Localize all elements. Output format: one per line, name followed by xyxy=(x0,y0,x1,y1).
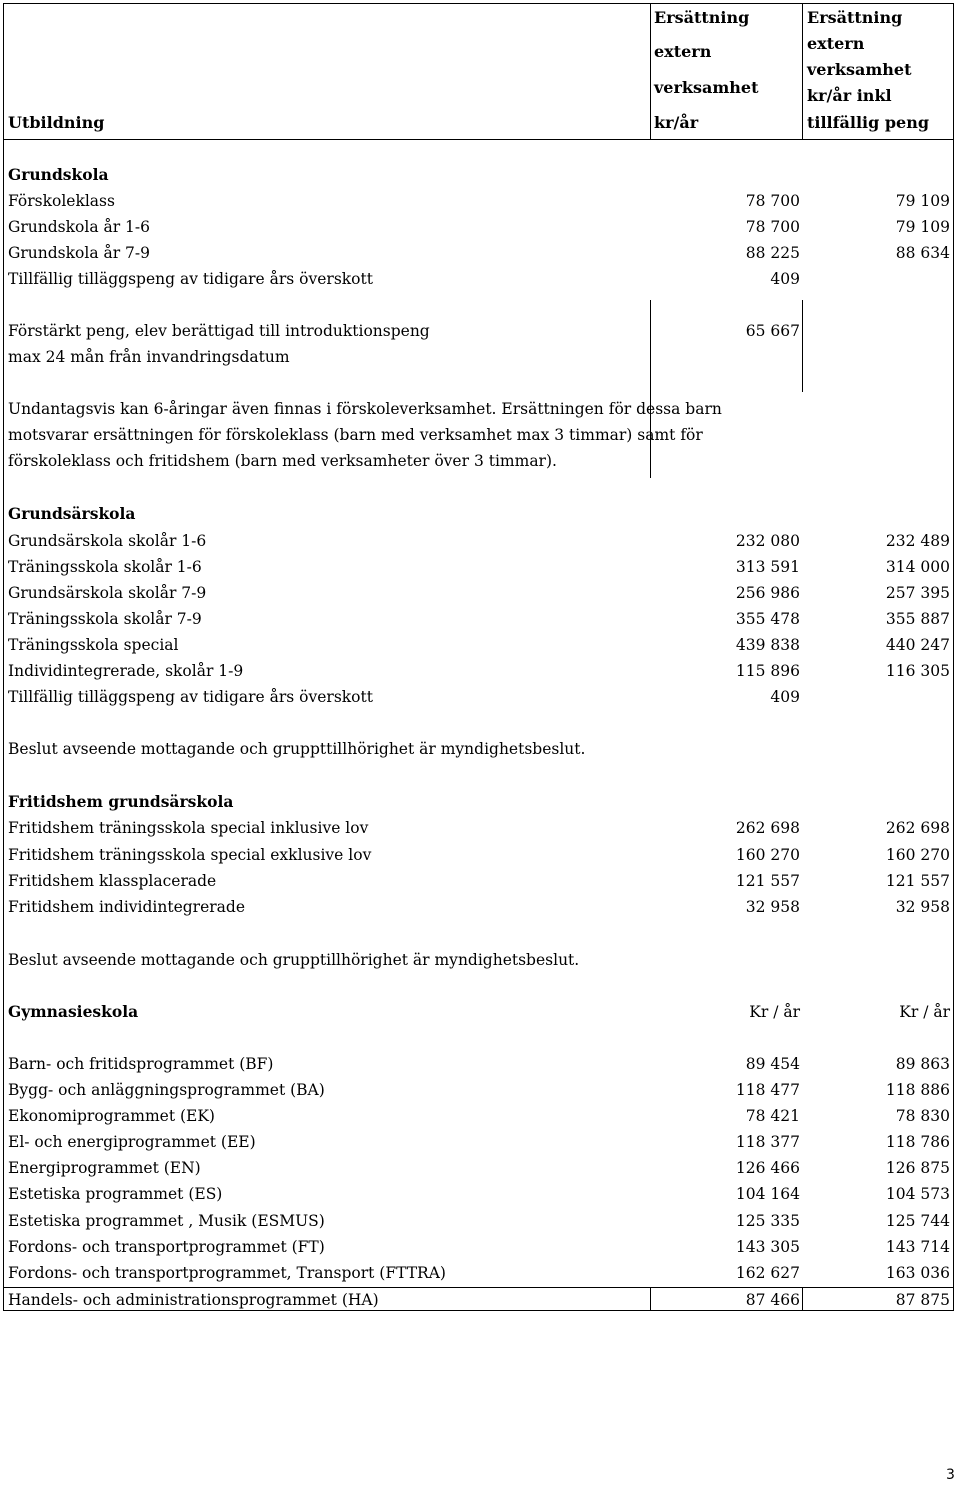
row-label: Fritidshem träningsskola special inklusive lov xyxy=(8,819,369,837)
row-value-1: 409 xyxy=(770,270,800,288)
row-value-2: 116 305 xyxy=(885,662,950,680)
row-value-1: 115 896 xyxy=(735,662,800,680)
row-label: Grundsärskola skolår 1-6 xyxy=(8,532,207,550)
page-number: 3 xyxy=(946,1467,955,1483)
row-value-1: 160 270 xyxy=(735,846,800,864)
row-value-2: 79 109 xyxy=(895,218,950,236)
row-value-1: 87 466 xyxy=(745,1291,800,1309)
unit-label-2: Kr / år xyxy=(899,1003,950,1021)
extra-label-line1: Förstärkt peng, elev berättigad till introduktionspeng xyxy=(8,322,430,340)
column-divider-2 xyxy=(802,3,803,139)
row-value-1: 125 335 xyxy=(735,1212,800,1230)
row-value-2: 440 247 xyxy=(885,636,950,654)
row-value-2: 314 000 xyxy=(885,558,950,576)
header-col2-line3: verksamhet xyxy=(807,60,912,79)
row-label: Tillfällig tilläggspeng av tidigare års överskott xyxy=(8,688,373,706)
row-label: Träningsskola skolår 1-6 xyxy=(8,558,202,576)
header-col1-line4: kr/år xyxy=(654,113,699,132)
row-value-2: 257 395 xyxy=(885,584,950,602)
row-label: Fritidshem individintegrerade xyxy=(8,898,246,916)
row-label: Träningsskola skolår 7-9 xyxy=(8,610,202,628)
section-title: Grundskola xyxy=(8,165,109,184)
row-value-1: 104 164 xyxy=(735,1185,800,1203)
row-label: Ekonomiprogrammet (EK) xyxy=(8,1107,215,1125)
header-col2-line2: extern xyxy=(807,34,865,53)
header-col2-line5: tillfällig peng xyxy=(807,113,930,132)
row-value-2: 160 270 xyxy=(885,846,950,864)
column-divider-2-lower xyxy=(802,300,803,392)
row-value-1: 88 225 xyxy=(745,244,800,262)
row-value-2: 262 698 xyxy=(885,819,950,837)
row-value-1: 232 080 xyxy=(735,532,800,550)
row-value-1: 89 454 xyxy=(745,1055,800,1073)
row-value-1: 121 557 xyxy=(735,872,800,890)
section-title: Gymnasieskola xyxy=(8,1002,139,1021)
section-title: Grundsärskola xyxy=(8,504,136,523)
row-value-1: 162 627 xyxy=(735,1264,800,1282)
row-label: Förskoleklass xyxy=(8,192,115,210)
row-value-2: 143 714 xyxy=(885,1238,950,1256)
section-title: Fritidshem grundsärskola xyxy=(8,792,234,811)
note-line: Undantagsvis kan 6-åringar även finnas i förskoleverksamhet. Ersättningen för dessa barn xyxy=(8,400,722,418)
header-col1-line1: Ersättning xyxy=(654,8,750,27)
column-divider-1 xyxy=(650,3,651,139)
extra-value: 65 667 xyxy=(745,322,800,340)
note-line: Beslut avseende mottagande och gruppttillhörighet är myndighetsbeslut. xyxy=(8,740,586,758)
row-label: Fritidshem klassplacerade xyxy=(8,872,217,890)
header-utbildning: Utbildning xyxy=(8,113,105,132)
unit-label-1: Kr / år xyxy=(749,1003,800,1021)
row-value-1: 78 700 xyxy=(745,218,800,236)
row-label: Grundskola år 1-6 xyxy=(8,218,151,236)
row-label: Grundskola år 7-9 xyxy=(8,244,151,262)
row-value-1: 126 466 xyxy=(735,1159,800,1177)
row-value-1: 409 xyxy=(770,688,800,706)
row-value-2: 78 830 xyxy=(895,1107,950,1125)
row-value-1: 262 698 xyxy=(735,819,800,837)
header-col1-line2: extern xyxy=(654,42,712,61)
row-label: Energiprogrammet (EN) xyxy=(8,1159,201,1177)
row-label: Fritidshem träningsskola special exklusive lov xyxy=(8,846,372,864)
row-value-2: 121 557 xyxy=(885,872,950,890)
row-label: Träningsskola special xyxy=(8,636,179,654)
row-label: Barn- och fritidsprogrammet (BF) xyxy=(8,1055,274,1073)
row-value-1: 78 700 xyxy=(745,192,800,210)
row-label: El- och energiprogrammet (EE) xyxy=(8,1133,256,1151)
row-value-2: 89 863 xyxy=(895,1055,950,1073)
row-value-1: 143 305 xyxy=(735,1238,800,1256)
row-value-1: 118 377 xyxy=(735,1133,800,1151)
row-value-1: 313 591 xyxy=(735,558,800,576)
row-value-2: 32 958 xyxy=(895,898,950,916)
note-line: Beslut avseende mottagande och grupptillhörighet är myndighetsbeslut. xyxy=(8,951,580,969)
row-value-1: 32 958 xyxy=(745,898,800,916)
row-value-2: 118 886 xyxy=(885,1081,950,1099)
row-label: Handels- och administrationsprogrammet (HA) xyxy=(8,1291,379,1309)
row-label: Bygg- och anläggningsprogrammet (BA) xyxy=(8,1081,325,1099)
row-value-2: 88 634 xyxy=(895,244,950,262)
row-value-2: 125 744 xyxy=(885,1212,950,1230)
header-col2-line1: Ersättning xyxy=(807,8,903,27)
row-value-2: 126 875 xyxy=(885,1159,950,1177)
header-divider xyxy=(3,139,954,140)
row-label: Fordons- och transportprogrammet, Transport (FTTRA) xyxy=(8,1264,446,1282)
header-col2-line4: kr/år inkl xyxy=(807,86,892,105)
extra-label-line2: max 24 mån från invandringsdatum xyxy=(8,348,290,366)
row-value-2: 118 786 xyxy=(885,1133,950,1151)
row-value-1: 355 478 xyxy=(735,610,800,628)
note-line: motsvarar ersättningen för förskoleklass (barn med verksamhet max 3 timmar) samt för xyxy=(8,426,703,444)
row-value-1: 78 421 xyxy=(745,1107,800,1125)
row-value-2: 87 875 xyxy=(895,1291,950,1309)
row-label: Individintegrerade, skolår 1-9 xyxy=(8,662,244,680)
row-label: Estetiska programmet , Musik (ESMUS) xyxy=(8,1212,325,1230)
row-label: Tillfällig tilläggspeng av tidigare års överskott xyxy=(8,270,373,288)
row-value-2: 355 887 xyxy=(885,610,950,628)
row-value-1: 118 477 xyxy=(735,1081,800,1099)
header-col1-line3: verksamhet xyxy=(654,78,759,97)
row-value-2: 163 036 xyxy=(885,1264,950,1282)
note-line: förskoleklass och fritidshem (barn med verksamheter över 3 timmar). xyxy=(8,452,557,470)
row-value-2: 79 109 xyxy=(895,192,950,210)
row-value-2: 104 573 xyxy=(885,1185,950,1203)
row-label: Grundsärskola skolår 7-9 xyxy=(8,584,207,602)
row-divider xyxy=(3,1287,954,1288)
row-value-2: 232 489 xyxy=(885,532,950,550)
row-label: Fordons- och transportprogrammet (FT) xyxy=(8,1238,325,1256)
row-value-1: 439 838 xyxy=(735,636,800,654)
row-value-1: 256 986 xyxy=(735,584,800,602)
row-label: Estetiska programmet (ES) xyxy=(8,1185,223,1203)
